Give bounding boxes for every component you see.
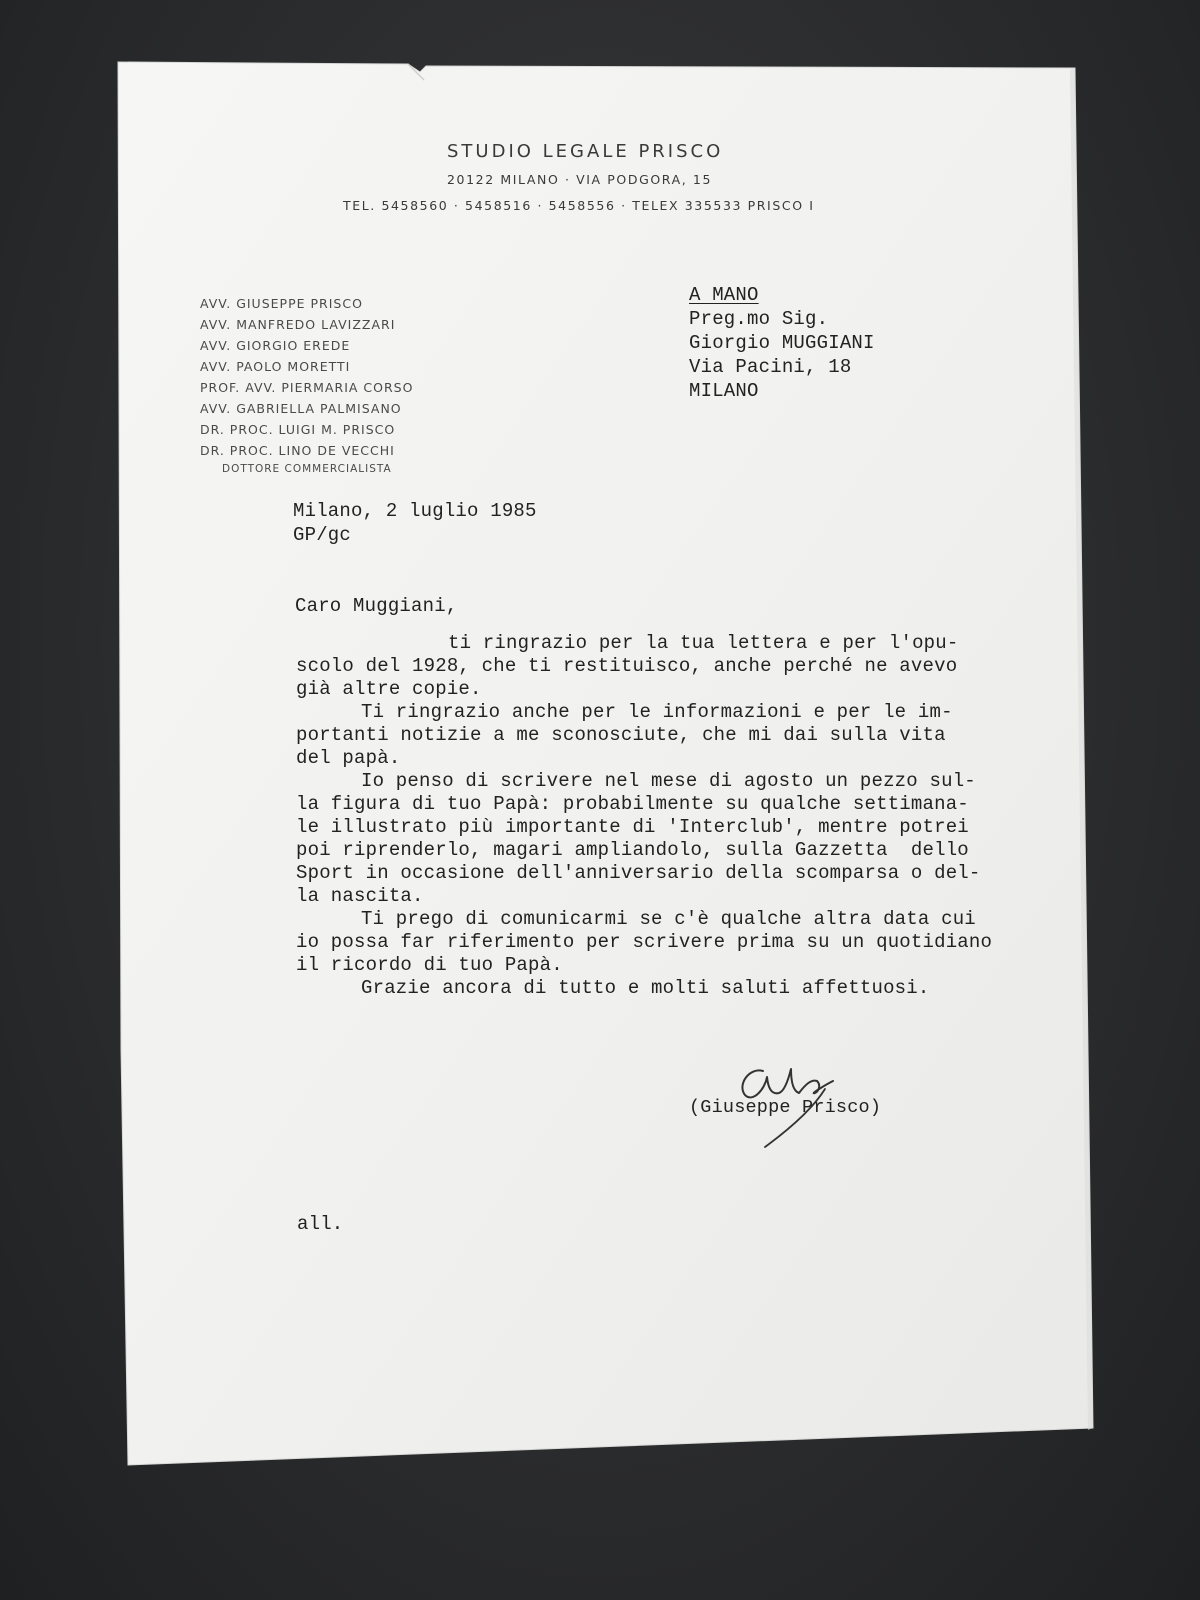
body-line: la nascita. <box>296 885 424 907</box>
partner-title: DOTTORE COMMERCIALISTA <box>222 463 392 475</box>
body-line: Ti prego di comunicarmi se c'è qualche altra data cui <box>361 908 976 930</box>
body-line: Ti ringrazio anche per le informazioni e per le im- <box>361 701 953 723</box>
greeting: Caro Muggiani, <box>295 595 458 617</box>
partner-line: AVV. GABRIELLA PALMISANO <box>200 401 402 416</box>
letter-date: Milano, 2 luglio 1985 <box>293 500 537 522</box>
body-line: scolo del 1928, che ti restituisco, anche perché ne avevo <box>296 655 958 677</box>
body-line: la figura di tuo Papà: probabilmente su qualche settimana- <box>296 793 969 815</box>
partner-line: DR. PROC. LINO DE VECCHI <box>200 443 395 458</box>
body-line: poi riprenderlo, magari ampliandolo, sulla Gazzetta dello <box>296 839 969 861</box>
partner-line: DR. PROC. LUIGI M. PRISCO <box>200 422 396 437</box>
body-line: del papà. <box>296 747 401 769</box>
delivery-note: A MANO <box>689 284 759 306</box>
body-line: portanti notizie a me sconosciute, che mi dai sulla vita <box>296 724 946 746</box>
body-line: le illustrato più importante di 'Interclub', mentre potrei <box>296 816 969 838</box>
recipient-salutation: Preg.mo Sig. <box>689 308 829 330</box>
body-line: già altre copie. <box>296 678 482 700</box>
recipient-name: Giorgio MUGGIANI <box>689 332 875 354</box>
firm-address: 20122 MILANO · VIA PODGORA, 15 <box>447 172 712 187</box>
partner-line: AVV. MANFREDO LAVIZZARI <box>200 317 396 332</box>
partner-line: AVV. PAOLO MORETTI <box>200 359 351 374</box>
body-line: Sport in occasione dell'anniversario della scomparsa o del- <box>296 862 981 884</box>
body-line: Grazie ancora di tutto e molti saluti affettuosi. <box>361 977 930 999</box>
firm-name: STUDIO LEGALE PRISCO <box>447 141 724 162</box>
partner-line: AVV. GIORGIO EREDE <box>200 338 351 353</box>
body-line: ti ringrazio per la tua lettera e per l'opu- <box>448 632 959 654</box>
firm-contacts: TEL. 5458560 · 5458516 · 5458556 · TELEX 335533 PRISCO I <box>343 198 815 213</box>
partner-line: AVV. GIUSEPPE PRISCO <box>200 296 363 311</box>
letter-reference: GP/gc <box>293 524 352 546</box>
signature-name: (Giuseppe Prisco) <box>689 1097 882 1118</box>
enclosure-note: all. <box>297 1213 344 1235</box>
recipient-city: MILANO <box>689 380 759 402</box>
recipient-street: Via Pacini, 18 <box>689 356 852 378</box>
body-line: io possa far riferimento per scrivere prima su un quotidiano <box>296 931 993 953</box>
body-line: Io penso di scrivere nel mese di agosto un pezzo sul- <box>361 770 976 792</box>
partner-line: PROF. AVV. PIERMARIA CORSO <box>200 380 414 395</box>
body-line: il ricordo di tuo Papà. <box>296 954 563 976</box>
